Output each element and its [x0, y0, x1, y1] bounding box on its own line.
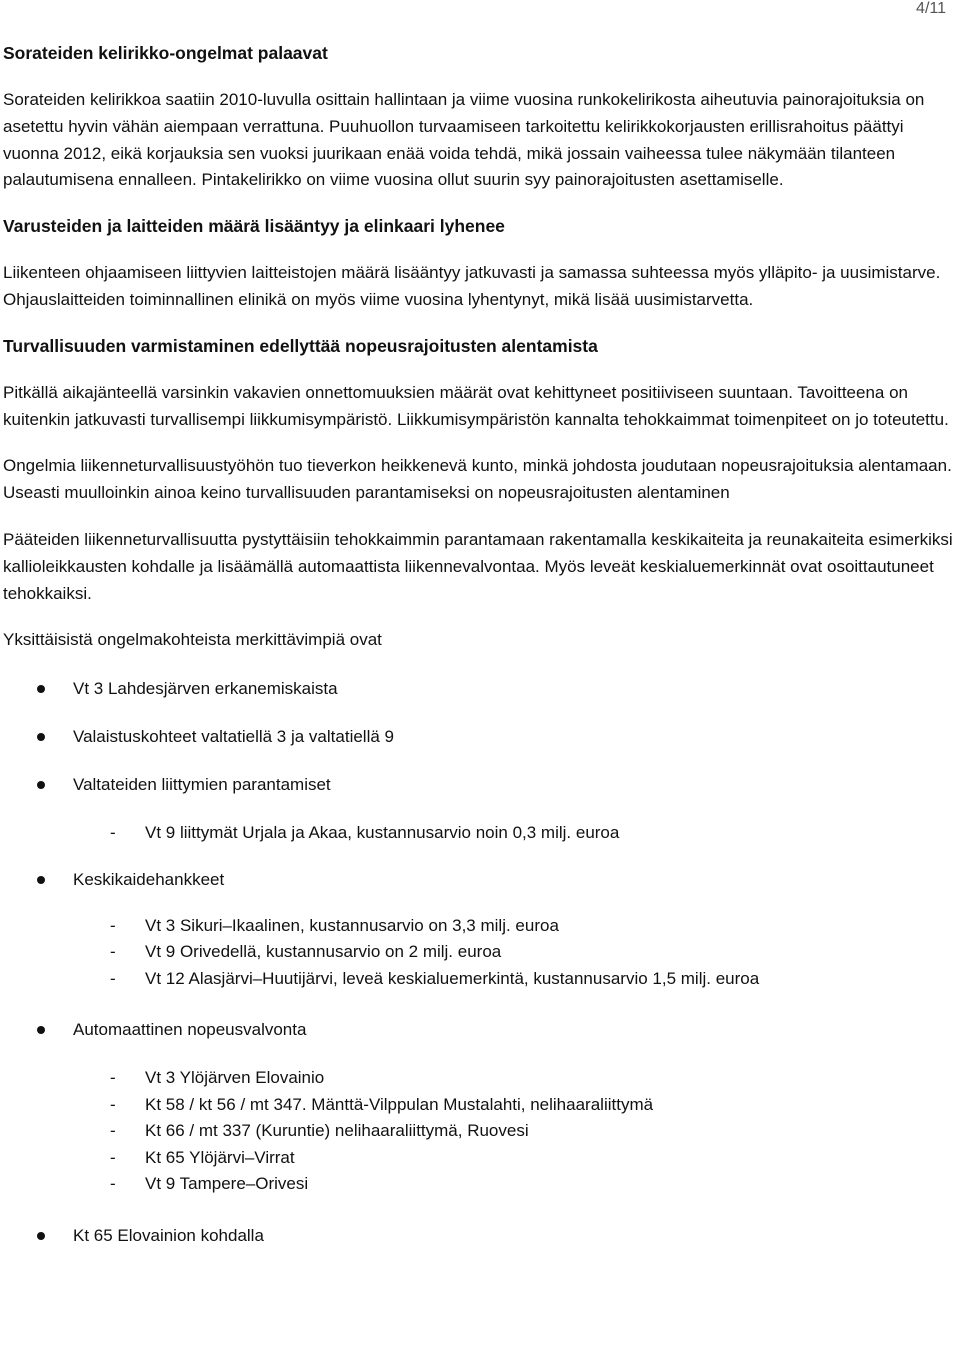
list-item: Automaattinen nopeusvalvonta: [3, 1017, 953, 1043]
sub-list-item: - Vt 9 Tampere–Orivesi: [3, 1171, 953, 1198]
list-item: Kt 65 Elovainion kohdalla: [3, 1223, 953, 1249]
section-varusteet: [3, 213, 953, 314]
sub-list-item: - Kt 58 / kt 56 / mt 347. Mänttä-Vilppulan Mustalahti, nelihaaraliittymä: [3, 1092, 953, 1119]
document-body: [3, 40, 953, 1249]
paragraph: Pitkällä aikajänteellä varsinkin vakavien onnettomuuksien määrät ovat kehittyneet positiiviseen suuntaan. Tavoitteena on kuitenkin jatkuvasti turvallisempi liikkumisympäristö. Liikkumisympäristön kannalta tehokkaimmat toimenpiteet on jo toteutettu.: [3, 382, 949, 429]
list-item: Valaistuskohteet valtatiellä 3 ja valtatiellä 9: [3, 724, 953, 750]
sub-list-item: - Vt 3 Ylöjärven Elovainio: [3, 1065, 953, 1092]
sub-list: [3, 1065, 953, 1198]
section-heading: Varusteiden ja laitteiden määrä lisääntyy ja elinkaari lyhenee: [3, 216, 505, 237]
sub-list-item: - Kt 66 / mt 337 (Kuruntie) nelihaaraliittymä, Ruovesi: [3, 1118, 953, 1145]
sub-list-item: - Vt 9 liittymät Urjala ja Akaa, kustannusarvio noin 0,3 milj. euroa: [3, 820, 953, 847]
list-item: Keskikaidehankkeet: [3, 867, 953, 893]
sub-list: [3, 913, 953, 993]
sub-list-item: - Kt 65 Ylöjärvi–Virrat: [3, 1145, 953, 1172]
paragraph: Yksittäisistä ongelmakohteista merkittävimpiä ovat: [3, 630, 382, 650]
section-turvallisuus: [3, 333, 953, 654]
section-heading: Turvallisuuden varmistaminen edellyttää nopeusrajoitusten alentamista: [3, 335, 598, 356]
sub-list: [3, 820, 953, 847]
paragraph: Pääteiden liikenneturvallisuutta pystyttäisiin tehokkaimmin parantamaan rakentamalla keskikaiteita ja reunakaiteita esimerkiksi kallioleikkausten kohdalle ja lisäämällä automaattista liikennevalvontaa. Myös leveät keskialuemerkinnät ovat osoittautuneet tehokkaiksi.: [3, 529, 953, 603]
list-item: Vt 3 Lahdesjärven erkanemiskaista: [3, 676, 953, 702]
paragraph: Liikenteen ohjaamiseen liittyvien laitteistojen määrä lisääntyy jatkuvasti ja samassa suhteessa myös ylläpito- ja uusimistarve. Ohjauslaitteiden toiminnallinen elinikä on myös viime vuosina lyhentynyt, mikä lisää uusimistarvetta.: [3, 263, 941, 309]
sub-list-item: - Vt 3 Sikuri–Ikaalinen, kustannusarvio on 3,3 milj. euroa: [3, 913, 953, 940]
paragraph: Sorateiden kelirikkoa saatiin 2010-luvulla osittain hallintaan ja viime vuosina runkokelirikosta aiheutuvia painorajoituksia on asetettu hyvin vähän aiempaan verrattuna. Puuhuollon turvaamiseen tarkoitettu kelirikkokorjausten erillisrahoitus päättyi vuonna 2012, eikä korjauksia sen vuoksi juurikaan enää voida tehdä, mikä jossain vaiheessa tulee näkymään tilanteen palautumisena ennalleen. Pintakelirikko on viime vuosina ollut suurin syy painorajoitusten asettamiselle.: [3, 90, 925, 190]
list-item: Valtateiden liittymien parantamiset: [3, 772, 953, 798]
page-number: 4/11: [916, 0, 946, 17]
problem-sites-list: [3, 676, 953, 1249]
section-heading: Sorateiden kelirikko-ongelmat palaavat: [3, 43, 328, 63]
paragraph: Ongelmia liikenneturvallisuustyöhön tuo tieverkon heikkenevä kunto, minkä johdosta joudutaan nopeusrajoituksia alentamaan. Useasti muulloinkin ainoa keino turvallisuuden parantamiseksi on nopeusrajoitusten alentaminen: [3, 456, 952, 503]
sub-list-item: - Vt 12 Alasjärvi–Huutijärvi, leveä keskialuemerkintä, kustannusarvio 1,5 milj. euroa: [3, 966, 953, 993]
sub-list-item: - Vt 9 Orivedellä, kustannusarvio on 2 milj. euroa: [3, 939, 953, 966]
section-kelirikko: [3, 40, 953, 194]
